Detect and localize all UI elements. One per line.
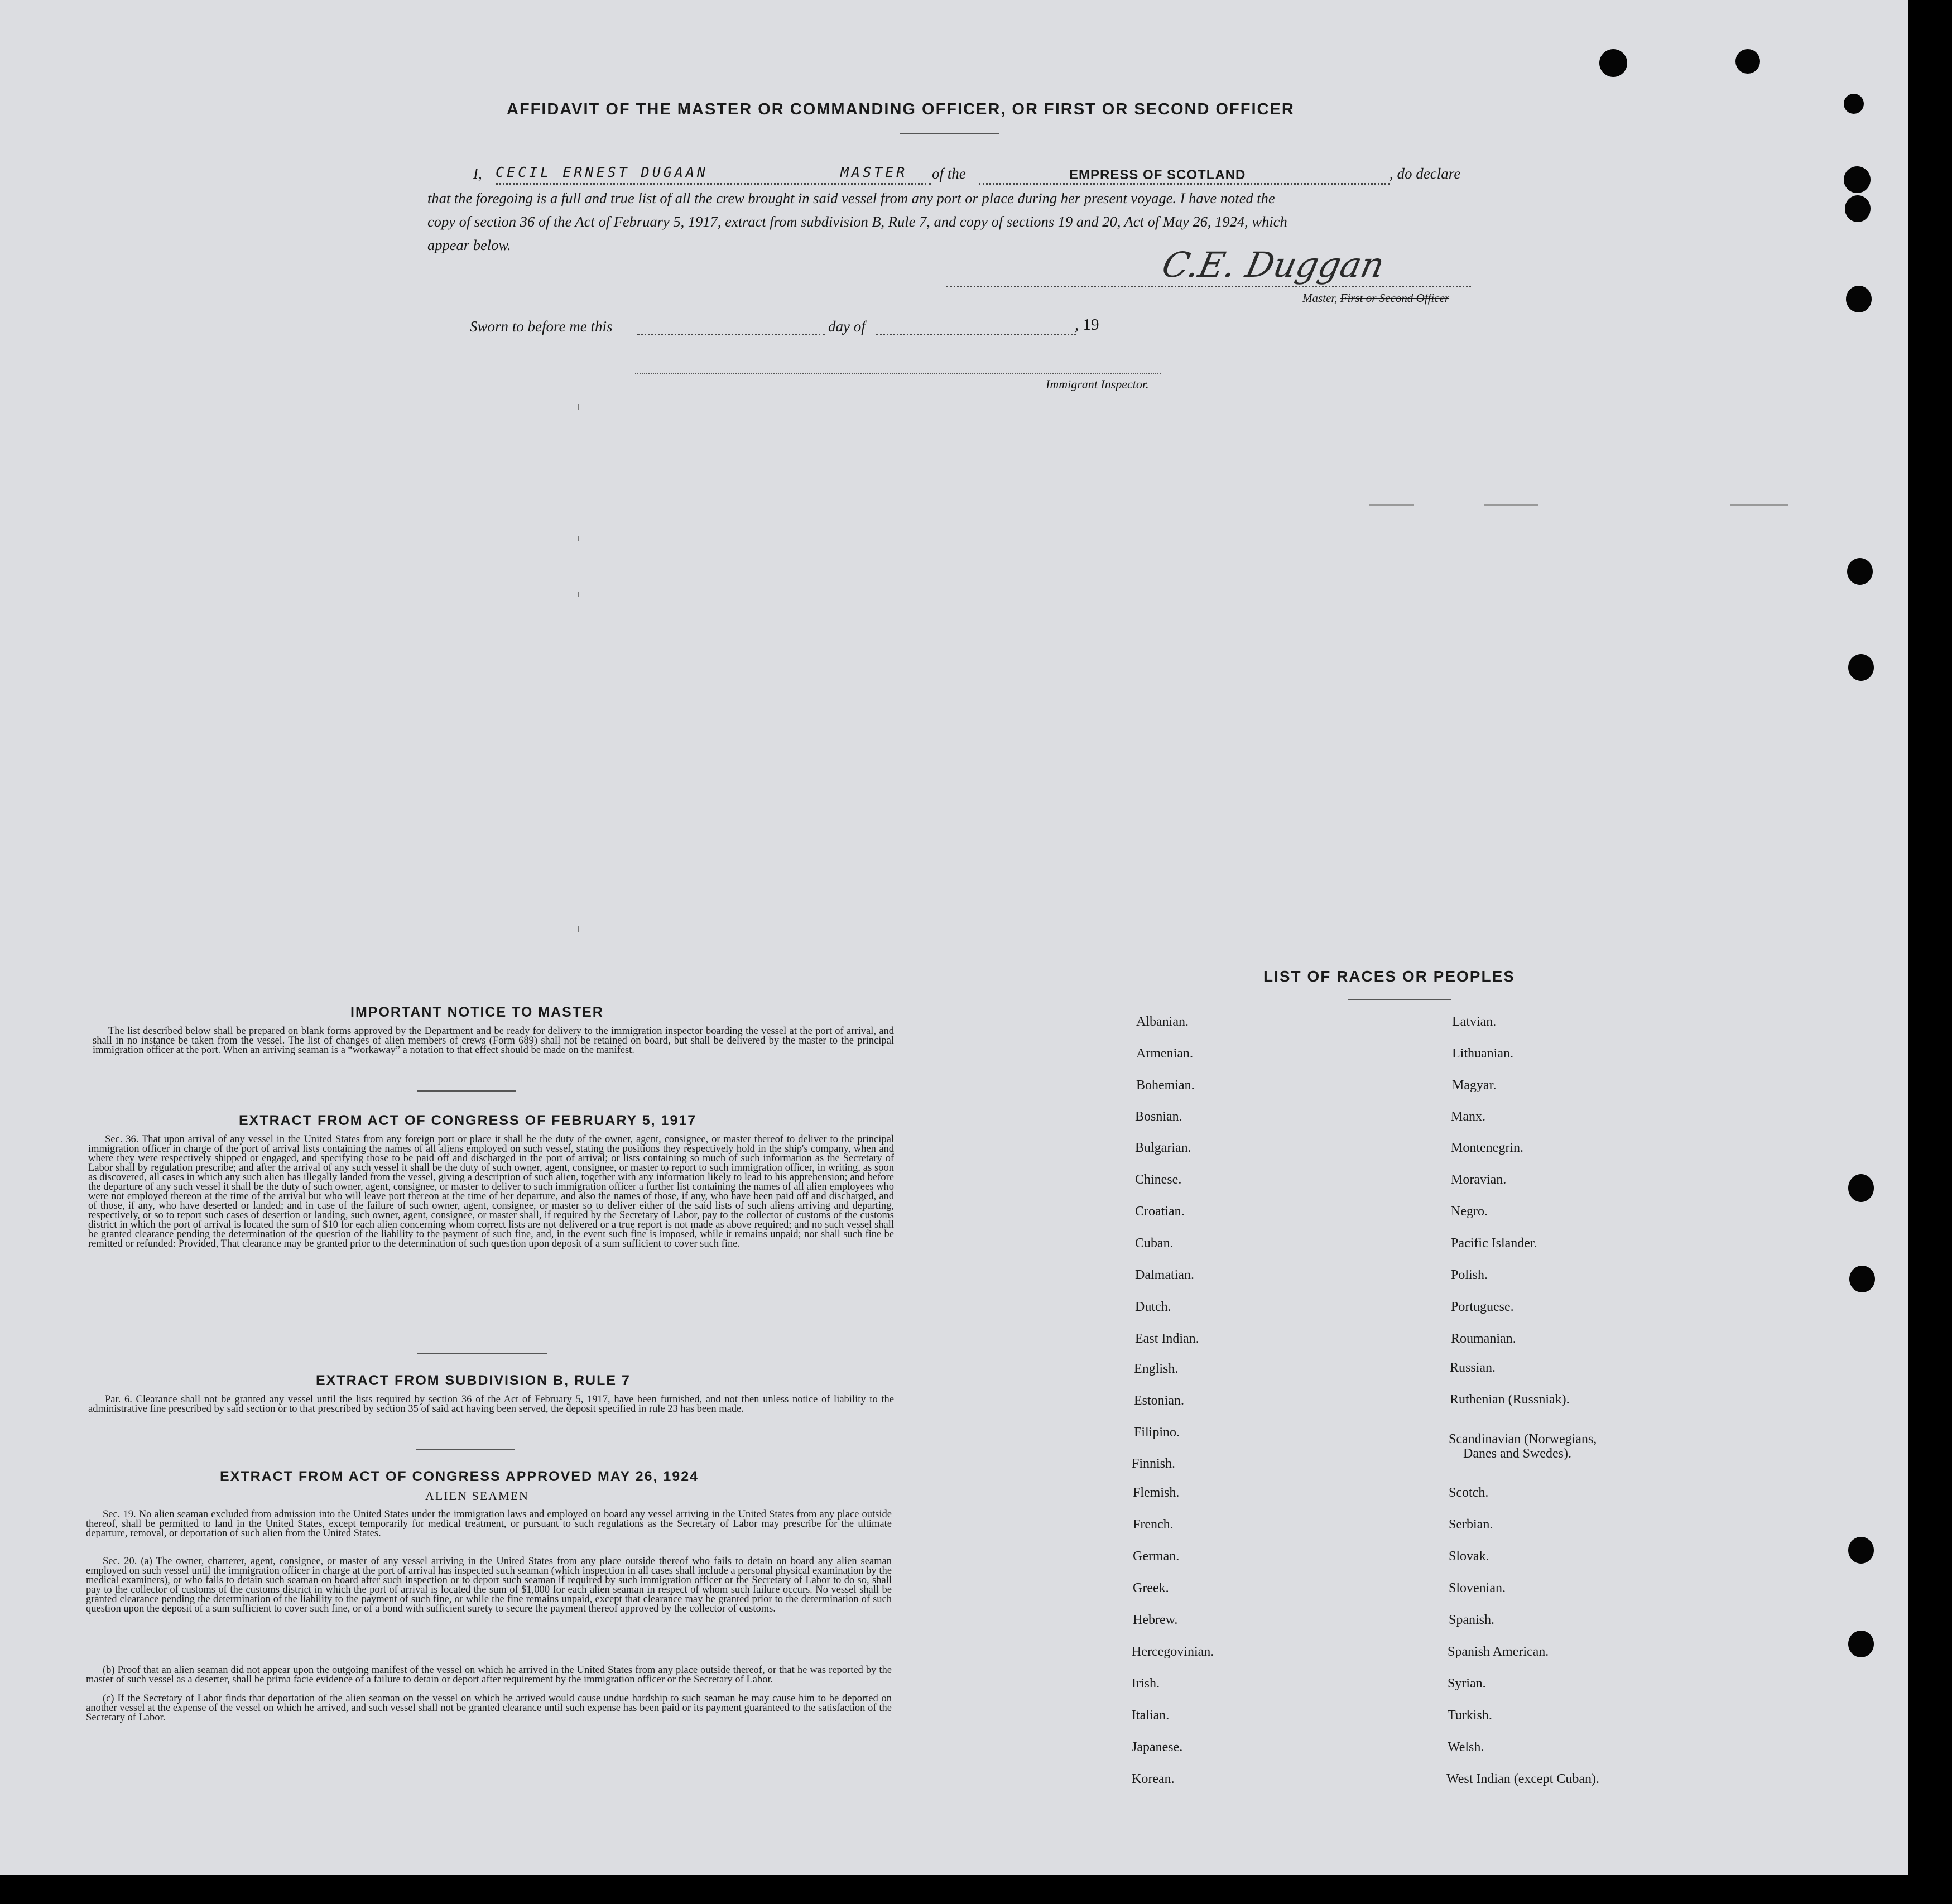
race-item: Hercegovinian. [1132, 1645, 1214, 1659]
race-item: Bohemian. [1136, 1078, 1195, 1093]
of-the-label: of the [932, 165, 966, 182]
race-item: French. [1133, 1517, 1174, 1532]
race-item: Korean. [1132, 1772, 1175, 1786]
race-item: Spanish American. [1448, 1645, 1549, 1659]
declarant-rank: MASTER [840, 164, 908, 180]
race-item: German. [1133, 1549, 1180, 1564]
year-label: , 19 [1075, 316, 1099, 334]
day-of-label: day of [828, 318, 866, 335]
punch-hole [1849, 1266, 1875, 1292]
declarant-name: CECIL ERNEST DUGAAN [496, 164, 708, 180]
name-dotline [496, 183, 931, 185]
extract-1917-title: EXTRACT FROM ACT OF CONGRESS OF FEBRUARY 5, 1917 [239, 1113, 697, 1128]
inspector-caption: Immigrant Inspector. [1046, 377, 1149, 391]
race-item: Italian. [1132, 1708, 1170, 1723]
race-item: Turkish. [1448, 1708, 1492, 1723]
race-item: Slovak. [1449, 1549, 1489, 1564]
guide-dash [1369, 504, 1414, 506]
punch-hole [1845, 195, 1871, 222]
race-item: Croatian. [1135, 1204, 1185, 1219]
extract-1924-sec20a: Sec. 20. (a) The owner, charterer, agent, consignee, or master of any vessel arriving in the United States from any place outside thereof who fails to detain on board any alien seaman employed on such vessel until the immigration officer in charge at the port of arrival has inspected such seaman (which inspection in all cases shall include a personal physical examination by the medical examiners), or who fails to detain such seaman on board after such inspection or to deport such seaman if required by such immigration officer or the Secretary of Labor to do so, shall pay to the collector of customs of the customs district in which the port of arrival is located the sum of $1,000 for each alien seaman in respect of whom such failure occurs. No vessel shall be granted clearance pending the determination of the liability to the payment of such fine, or while the fine remains unpaid, except that clearance may be granted prior to the determination of such question upon the deposit of a sum sufficient to cover such fine, or of a bond with sufficient surety to secure the payment thereof approved by the collector of customs. [86, 1556, 892, 1614]
race-item: Dalmatian. [1135, 1268, 1194, 1282]
title-divider [900, 133, 999, 134]
race-item: Slovenian. [1449, 1581, 1506, 1595]
race-item: Pacific Islander. [1451, 1236, 1537, 1251]
race-item: Manx. [1451, 1109, 1485, 1124]
race-item: Welsh. [1448, 1740, 1484, 1754]
race-item: Magyar. [1452, 1078, 1497, 1093]
race-item: Scotch. [1449, 1485, 1489, 1500]
affidavit-title: AFFIDAVIT OF THE MASTER OR COMMANDING OFFICER, OR FIRST OR SECOND OFFICER [507, 100, 1295, 118]
do-declare-label: , do declare [1390, 165, 1461, 182]
punch-hole [1846, 286, 1872, 312]
extract-rule7-divider [416, 1449, 515, 1450]
race-item: Spanish. [1449, 1613, 1495, 1627]
race-item: Greek. [1133, 1581, 1169, 1595]
race-item: Syrian. [1448, 1676, 1486, 1691]
inspector-line [635, 373, 1161, 374]
race-item: Danes and Swedes). [1463, 1446, 1571, 1461]
punch-hole [1599, 49, 1627, 77]
race-item: Lithuanian. [1452, 1046, 1513, 1061]
vessel-dotline [979, 183, 1390, 185]
race-item: Moravian. [1451, 1172, 1507, 1187]
extract-1924-sec20c: (c) If the Secretary of Labor finds that deportation of the alien seaman on the vessel on which he arrived would cause undue hardship to such seaman he may cause him to be deported on another vessel at the expense of the vessel on which he arrived, and such vessel shall not be granted clearance until such expense has been paid or its payment guaranteed to the satisfaction of the Secretary of Labor. [86, 1693, 892, 1723]
race-item: Irish. [1132, 1676, 1160, 1691]
guide-dash [1730, 504, 1788, 506]
declaration-body-2: copy of section 36 of the Act of February 5, 1917, extract from subdivision B, Rule 7, and copy of sections 19 and 20, Act of May 26, 1924, which [427, 213, 1287, 230]
race-item: Bulgarian. [1135, 1141, 1191, 1155]
race-item: Serbian. [1449, 1517, 1493, 1532]
guide-mark [578, 404, 579, 410]
race-item: Montenegrin. [1451, 1141, 1523, 1155]
race-item: Finnish. [1132, 1456, 1176, 1471]
race-item: Ruthenian (Russniak). [1450, 1392, 1570, 1407]
race-item: Armenian. [1136, 1046, 1193, 1061]
race-item: Filipino. [1134, 1425, 1180, 1440]
signature-caption [1302, 291, 1449, 305]
month-dotline [876, 334, 1076, 335]
guide-dash [1484, 504, 1538, 506]
signature-dotline [946, 286, 1471, 287]
guide-mark [578, 536, 579, 541]
races-divider [1348, 999, 1451, 1000]
punch-hole [1848, 1174, 1874, 1202]
vessel-name: EMPRESS OF SCOTLAND [1069, 167, 1246, 182]
punch-hole [1844, 94, 1864, 114]
signature-caption-struck: First or Second Officer [1340, 291, 1450, 305]
race-item: Chinese. [1135, 1172, 1182, 1187]
extract-1924-sec20b: (b) Proof that an alien seaman did not appear upon the outgoing manifest of the vessel on which he arrived in the United States from any place outside thereof, or that he was reported by the master of such vessel as a deserter, shall be prima facie evidence of a failure to detain or deport after requirement by the immigration officer or the Secretary of Labor. [86, 1665, 892, 1685]
extract-rule7-text: Par. 6. Clearance shall not be granted any vessel until the lists required by section 36 of the Act of February 5, 1917, have been furnished, and not then unless notice of liability to the administrative fine prescribed by said section or to that prescribed by section 35 of said act having been served, the deposit specified in rule 23 has been made. [88, 1394, 894, 1415]
extract-1924-subtitle: ALIEN SEAMEN [425, 1489, 529, 1503]
declaration-line [427, 165, 1473, 187]
race-item: Flemish. [1133, 1485, 1180, 1500]
extract-1924-title: EXTRACT FROM ACT OF CONGRESS APPROVED MAY 26, 1924 [220, 1469, 699, 1484]
notice-text: The list described below shall be prepared on blank forms approved by the Department and be ready for delivery to the immigration inspector boarding the vessel at the port of arrival, and shall in no instance be taken from the vessel. The list of changes of alien members of crews (Form 689) shall not be retained on board, but shall be delivered by the master to the principal immigration officer at the port. When an arriving seaman is a “workaway” a notation to that effect should be made on the manifest. [93, 1026, 894, 1056]
race-item: Estonian. [1134, 1393, 1184, 1408]
race-item: Bosnian. [1135, 1109, 1182, 1124]
extract-1917-divider [417, 1353, 547, 1354]
punch-hole [1848, 1537, 1874, 1564]
race-item: East Indian. [1135, 1331, 1199, 1346]
sworn-dotline [637, 334, 825, 335]
race-item: Albanian. [1136, 1014, 1189, 1029]
extract-rule7-title: EXTRACT FROM SUBDIVISION B, RULE 7 [316, 1373, 631, 1388]
declaration-body-1: that the foregoing is a full and true list of all the crew brought in said vessel from any port or place during her present voyage. I have noted the [427, 190, 1275, 206]
race-item: West Indian (except Cuban). [1446, 1772, 1599, 1786]
signature-caption-master: Master, [1302, 291, 1338, 305]
race-item: Russian. [1450, 1360, 1496, 1375]
race-item: Cuban. [1135, 1236, 1174, 1251]
races-title: LIST OF RACES OR PEOPLES [1263, 968, 1515, 985]
race-item: Dutch. [1135, 1300, 1171, 1314]
race-item: Latvian. [1452, 1014, 1497, 1029]
race-item: Portuguese. [1451, 1300, 1514, 1314]
race-item: Polish. [1451, 1268, 1488, 1282]
notice-title: IMPORTANT NOTICE TO MASTER [350, 1004, 604, 1020]
punch-hole [1847, 558, 1873, 585]
race-item: Scandinavian (Norwegians, [1449, 1432, 1597, 1446]
race-item: Japanese. [1132, 1740, 1183, 1754]
notice-divider [417, 1090, 516, 1092]
declarant-prefix: I, [473, 165, 482, 182]
race-item: Hebrew. [1133, 1613, 1178, 1627]
sworn-text: Sworn to before me this [470, 318, 613, 335]
declaration-body-3: appear below. [427, 237, 511, 253]
punch-hole [1848, 1631, 1874, 1657]
punch-hole [1735, 49, 1760, 74]
race-item: Negro. [1451, 1204, 1488, 1219]
race-item: English. [1134, 1362, 1179, 1376]
extract-1924-sec19: Sec. 19. No alien seaman excluded from admission into the United States under the immigration laws and employed on board any vessel arriving in the United States from any place outside thereof, shall be permitted to land in the United States, except temporarily for medical treatment, or pursuant to such regulations as the Secretary of Labor may prescribe for the ultimate departure, removal, or deportation of such alien from the United States. [86, 1509, 892, 1539]
guide-mark [578, 926, 579, 932]
punch-hole [1848, 654, 1874, 681]
guide-mark [578, 592, 579, 597]
extract-1917-text: Sec. 36. That upon arrival of any vessel in the United States from any foreign port or place it shall be the duty of the owner, agent, consignee, or master thereof to deliver to the principal immigration officer in charge of the port of arrival lists containing the names of all aliens employed on such vessel, stating the positions they respectively hold in the ship's company, when and where they were respectively shipped or engaged, and specifying those to be paid off and discharged in the port of arrival; or lists containing so much of such information as the Secretary of Labor shall by regulation prescribe; and after the arrival of any such vessel it shall be the duty of such owner, agent, consignee, or master to report to such immigration officer, in writing, as soon as discovered, all cases in which any such alien has illegally landed from the vessel, giving a description of such alien, together with any information likely to lead to his apprehension; and before the departure of any such vessel it shall be the duty of such owner, agent, consignee, or master to deliver to such immigration officer a further list containing the names of all alien employees who were not employed thereon at the time of the arrival but who will leave port thereon at the time of her departure, and also the names of those, if any, who have been paid off and discharged, and of those, if any, who have deserted or landed; and in case of the failure of such owner, agent, consignee, or master so to deliver either of the said lists of such aliens arriving and departing, respectively, or so to report such cases of desertion or landing, such owner, agent, consignee, or master shall, if required by the Secretary of Labor, pay to the collector of customs of the customs district in which the port of arrival is located the sum of $10 for each alien concerning whom correct lists are not delivered or a true report is not made as above required; and no such vessel shall be granted clearance pending the determination of the question of the liability to the payment of such fine, and, in the event such fine is imposed, while it remains unpaid; nor shall such fine be remitted or refunded: Provided, That clearance may be granted prior to the determination of such question upon deposit of a sum sufficient to cover such fine. [88, 1134, 894, 1249]
punch-hole [1844, 166, 1871, 193]
race-item: Roumanian. [1451, 1331, 1516, 1346]
signature: C.E. Duggan [1158, 244, 1388, 285]
